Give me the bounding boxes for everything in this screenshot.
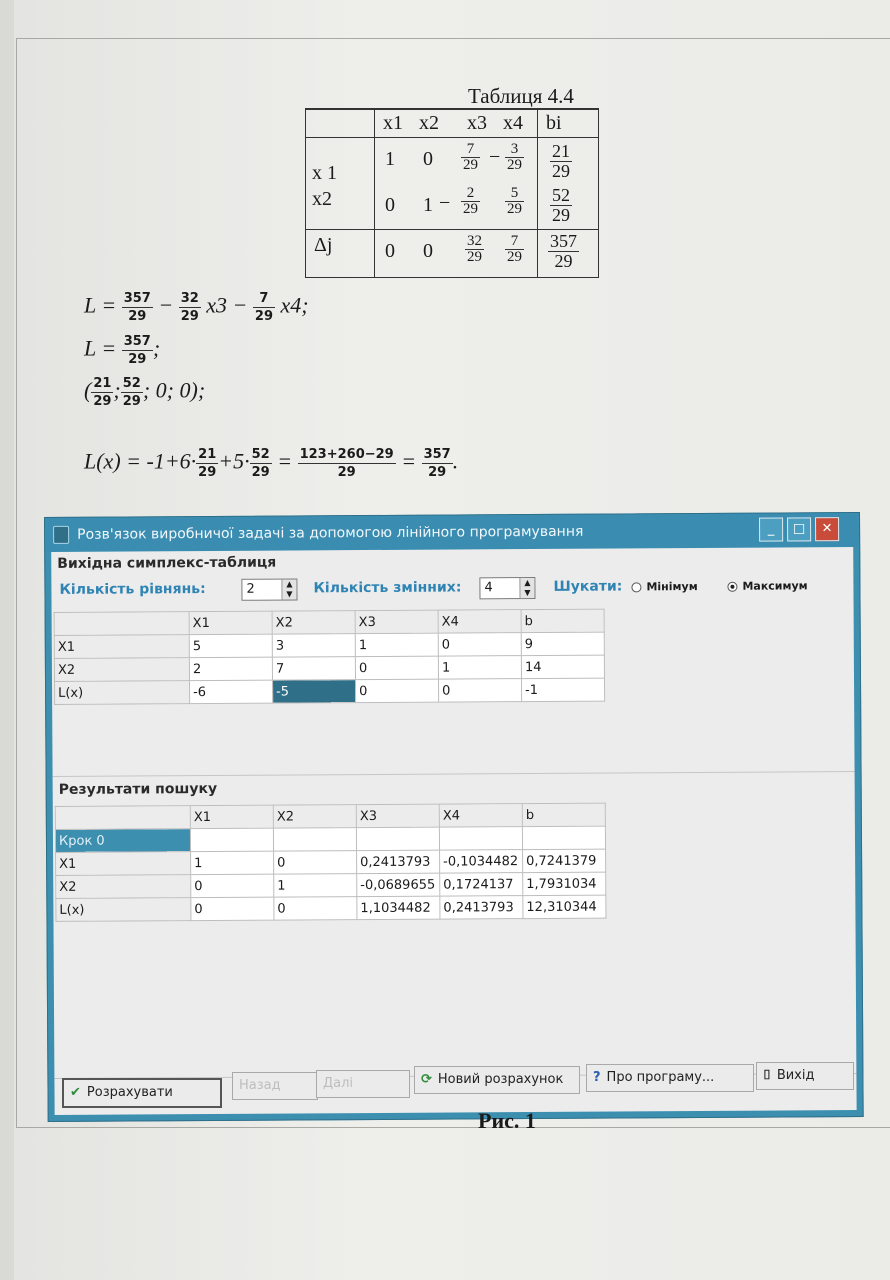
calculate-button[interactable]: ✔ Розрахувати: [62, 1078, 222, 1108]
variables-label: Кількість змінних:: [313, 579, 462, 597]
spinner-arrows-icon[interactable]: ▲ ▼: [281, 579, 296, 599]
row-label-x2: x2: [312, 187, 332, 210]
close-button[interactable]: ✕: [815, 517, 839, 541]
table-row: L(x) -6 -5 0 0 -1: [55, 678, 605, 704]
table-row: X2 2 7 0 1 14: [54, 655, 604, 681]
equation-4: L(x) = -1+6· $\frac{21}{29}$ +5· $\frac{52}{29}$ = $\frac{123+260-29}{29}$ = $\frac{357}{29}$ .: [84, 447, 459, 480]
divider: [53, 771, 855, 777]
table-row: X1 1 0 0,2413793 -0,1034482 0,7241379: [56, 849, 606, 875]
exit-button[interactable]: ⌷ Вихід: [756, 1062, 854, 1090]
minimize-button[interactable]: _: [759, 517, 783, 541]
r1-a2: 0: [423, 147, 433, 170]
d-a4: $\frac{7}{29}$: [507, 232, 522, 265]
window-title: Розв'язок виробничої задачі за допомогою лінійного програмування: [77, 523, 584, 543]
equations-label: Кількість рівнянь:: [59, 581, 206, 598]
d-b: $\frac{357}{29}$: [550, 230, 577, 271]
refresh-icon: ⟳: [421, 1072, 432, 1087]
col-x4: x4: [503, 112, 523, 134]
title-bar[interactable]: [45, 513, 859, 552]
radio-minimum[interactable]: Мінімум: [631, 580, 697, 593]
section-results-title: Результати пошуку: [58, 780, 218, 798]
input-simplex-grid[interactable]: X1 X2 X3 X4 b X1 5 3 1 0 9 X2 2 7 0 1 14 L(x) -6 -5 0 0 -1: [54, 609, 606, 705]
equation-2: L = $\frac{357}{29}$ ;: [84, 334, 161, 367]
result-grid[interactable]: X1 X2 X3 X4 b Крок 0 X1 1 0 0,2413793 -0,1034482 0,7241379 X2 0 1 -0,0689655 0,1724137 1,7931034 L(x) 0 0 1,1034482 0,2413793 12,310344: [55, 803, 607, 922]
about-button[interactable]: ? Про програму...: [586, 1064, 754, 1092]
spinner-arrows-icon[interactable]: ▲ ▼: [519, 578, 534, 598]
col-x3: x3: [467, 112, 487, 134]
selected-cell[interactable]: -5: [273, 680, 356, 704]
col-x2: x2: [419, 112, 439, 134]
variables-spinner[interactable]: 4 ▲ ▼: [479, 577, 535, 599]
search-label: Шукати:: [553, 578, 623, 595]
row-label-delta: Δj: [314, 233, 333, 256]
forward-button[interactable]: Далі: [316, 1070, 410, 1098]
r2-a3: $\frac{2}{29}$: [463, 184, 478, 217]
r1-b: $\frac{21}{29}$: [552, 140, 570, 181]
equation-1: L = $\frac{357}{29}$ − $\frac{32}{29}$ x3 − $\frac{7}{29}$ x4;: [84, 291, 309, 324]
r2-b: $\frac{52}{29}$: [552, 184, 570, 225]
r1-a3: $\frac{7}{29}$: [463, 140, 478, 173]
d-a1: 0: [385, 239, 395, 262]
row-label-x1: x 1: [312, 161, 337, 184]
back-button[interactable]: Назад: [232, 1072, 318, 1100]
help-icon: ?: [593, 1070, 601, 1085]
col-x1: x1: [383, 112, 403, 134]
app-window: [44, 512, 864, 1122]
window-client: [51, 547, 856, 1115]
simplex-table-4-4: x1 x2 x3 x4 bi x 1 x2 1 0 $\frac{7}{29}$ − $\frac{3}{29}$ 0 1 − $\frac{2}{29}$ $\frac{5}{29}$ $\frac{21}{29}$ $\frac{52}{29}$ Δj 0 0 $\frac{32}{29}$ $\frac{7}{29}$ $\frac{357}{29}$: [305, 108, 599, 278]
new-calculation-button[interactable]: ⟳ Новий розрахунок: [414, 1066, 580, 1094]
table-row: [55, 826, 605, 852]
app-icon: [53, 526, 69, 544]
door-exit-icon: ⌷: [763, 1068, 771, 1083]
step-label: Крок 0: [55, 829, 190, 853]
r1-a1: 1: [385, 147, 395, 170]
table-caption: Таблиця 4.4: [468, 84, 574, 108]
check-icon: ✔: [70, 1085, 81, 1100]
d-a2: 0: [423, 239, 433, 262]
table-row: X1 5 3 1 0 9: [54, 632, 604, 658]
r1-a4: $\frac{3}{29}$: [507, 140, 522, 173]
d-a3: $\frac{32}{29}$: [467, 232, 482, 265]
maximize-button[interactable]: □: [787, 517, 811, 541]
r2-a2: 1: [423, 193, 433, 216]
equation-3: ( $\frac{21}{29}$ ; $\frac{52}{29}$ ; 0; 0);: [84, 376, 206, 409]
col-bi: bi: [546, 112, 562, 134]
r2-a4: $\frac{5}{29}$: [507, 184, 522, 217]
equations-spinner[interactable]: 2 ▲ ▼: [241, 578, 297, 600]
section-input-title: Вихідна симплекс-таблиця: [57, 554, 277, 572]
table-row: L(x) 0 0 1,1034482 0,2413793 12,310344: [56, 895, 606, 921]
table-row: X2 0 1 -0,0689655 0,1724137 1,7931034: [56, 872, 606, 898]
r2-a1: 0: [385, 193, 395, 216]
radio-maximum[interactable]: Максимум: [727, 579, 807, 592]
figure-caption: Рис. 1: [478, 1108, 536, 1133]
